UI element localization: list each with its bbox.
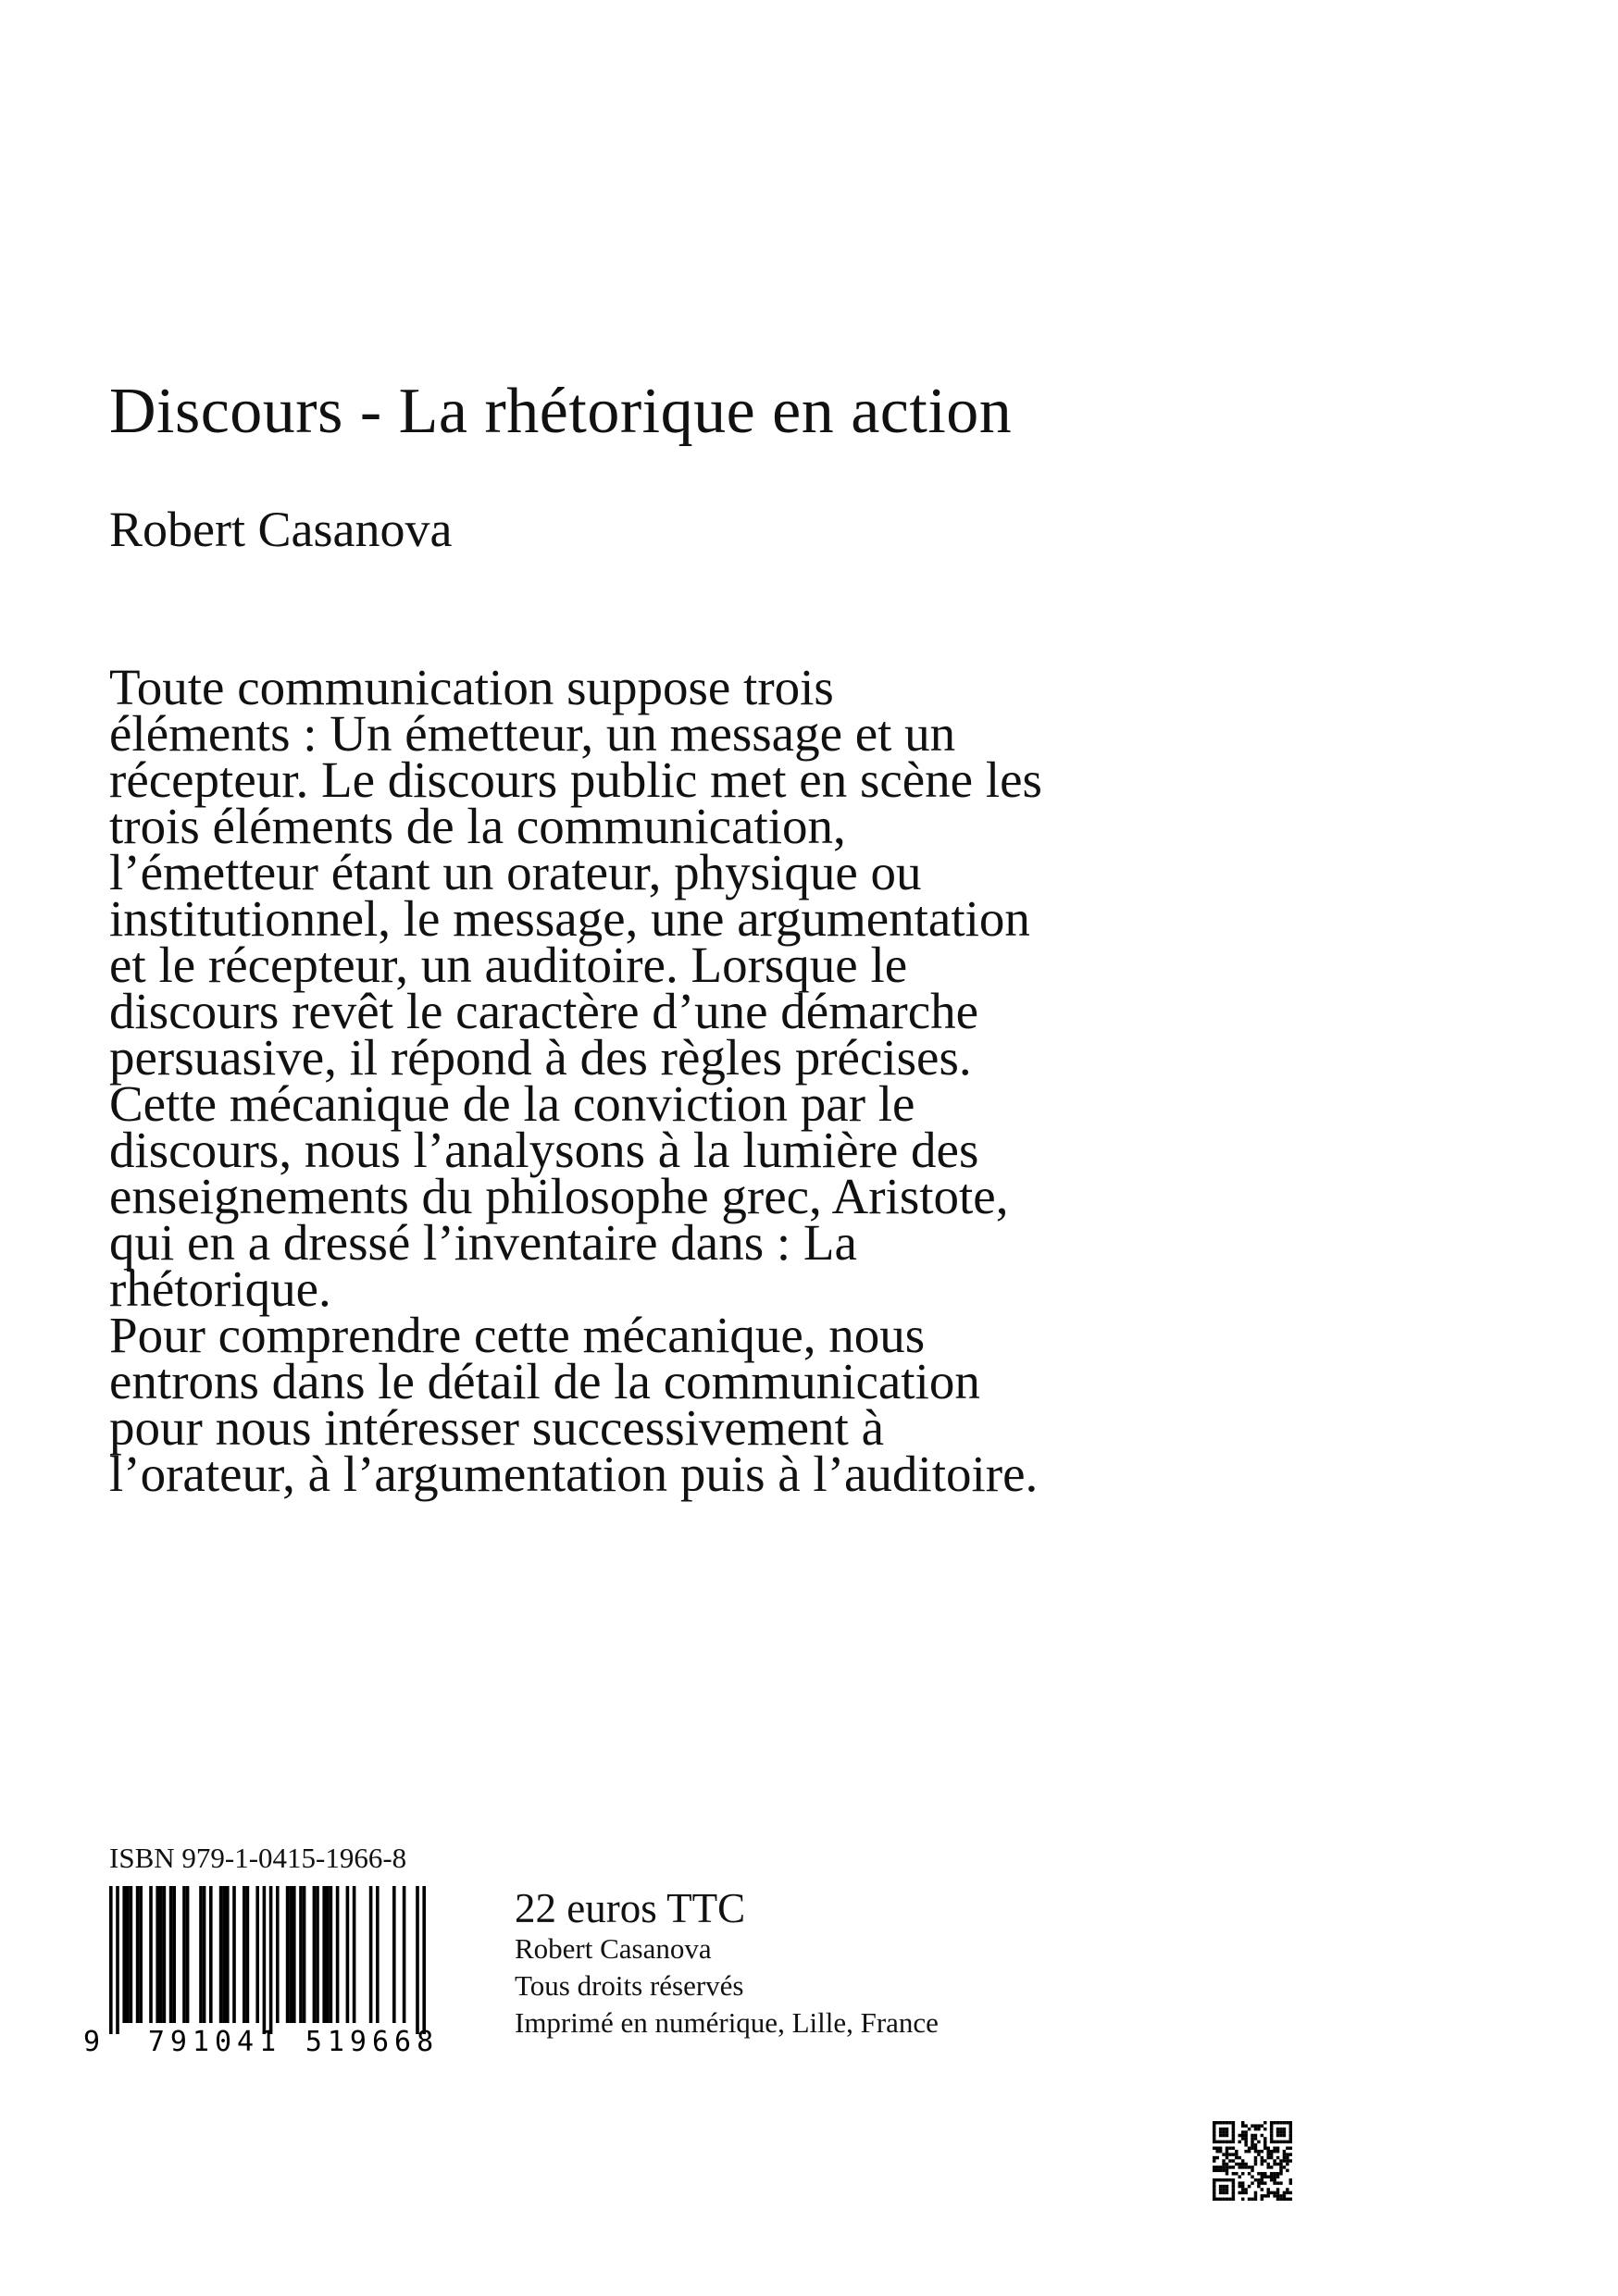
blurb-paragraph-1: Toute communication suppose trois éléments : Un émetteur, un message et un récepteur. Le discours public met en scène les trois éléments de la communication, l’émetteur étant un orateur, physique ou institutionnel, le message, une argumentation et le récepteur, un auditoire. Lorsque le discours revêt le caractère d’une démarche persuasive, il répond à des règles précises. Cette mécanique de la conviction par le discours, nous l’analysons à la lumière des enseignements du philosophe grec, Aristote, qui en a dressé l’inventaire dans : La rhétorique. — [109, 659, 1042, 1317]
barcode-bar — [156, 1886, 159, 2023]
barcode-bar — [326, 1886, 330, 2023]
barcode-bar — [336, 1886, 340, 2023]
rights-notice: Tous droits réservés — [515, 1969, 744, 2002]
barcode-bar — [316, 1886, 319, 2023]
barcode-bar — [353, 1886, 356, 2023]
barcode-bar — [222, 1886, 226, 2023]
barcode-bar — [130, 1886, 133, 2023]
barcode-bar — [172, 1886, 176, 2023]
barcode-bar — [255, 1886, 259, 2023]
barcode-bar — [136, 1886, 140, 2023]
barcode-bar — [376, 1886, 380, 2023]
barcode-bar — [246, 1886, 250, 2023]
back-cover-blurb — [109, 659, 1303, 1502]
isbn-barcode — [76, 1882, 455, 2058]
barcode-bar — [299, 1886, 303, 2023]
barcode-bar — [219, 1886, 223, 2023]
barcode-bar — [330, 1886, 333, 2023]
publisher-name: Robert Casanova — [515, 1932, 712, 1965]
barcode-left-digits: 791041 — [147, 2026, 282, 2058]
barcode-bar — [149, 1886, 153, 2023]
barcode-bar — [109, 1886, 113, 2034]
barcode-bar — [422, 1886, 426, 2034]
blurb-paragraph-2: Pour comprendre cette mécanique, nous entrons dans le détail de la communication pour nous intéresser successivement à l’orateur, à l’argumentation puis à l’auditoire. — [109, 1307, 1039, 1502]
printing-notice: Imprimé en numérique, Lille, France — [515, 2006, 939, 2039]
price: 22 euros TTC — [515, 1885, 746, 1931]
barcode-bar — [303, 1886, 306, 2023]
barcode-bar — [116, 1886, 119, 2034]
barcode-bar — [163, 1886, 167, 2023]
barcode-first-digit: 9 — [83, 2026, 101, 2058]
barcode-bar — [232, 1886, 236, 2023]
barcode-bar — [286, 1886, 290, 2023]
book-author: Robert Casanova — [109, 502, 453, 557]
barcode-bar — [292, 1886, 296, 2023]
barcode-bar — [289, 1886, 292, 2023]
barcode-bar — [269, 1886, 273, 2034]
barcode-bar — [243, 1886, 246, 2023]
barcode-bar — [313, 1886, 317, 2023]
qr-code — [1213, 2121, 1292, 2201]
barcode-bar — [276, 1886, 280, 2023]
barcode-bar — [122, 1886, 126, 2023]
barcode-bar — [169, 1886, 173, 2023]
barcode-bar — [186, 1886, 190, 2023]
barcode-bar — [263, 1886, 267, 2034]
barcode-bar — [199, 1886, 203, 2023]
barcode-bar — [369, 1886, 373, 2023]
barcode-bar — [416, 1886, 419, 2034]
barcode-bar — [392, 1886, 396, 2023]
barcode-bar — [203, 1886, 206, 2023]
barcode-bar — [182, 1886, 186, 2023]
barcode-bar — [346, 1886, 350, 2023]
barcode-bar — [322, 1886, 326, 2023]
isbn-label: ISBN 979-1-0415-1966-8 — [109, 1842, 407, 1874]
barcode-right-digits: 519668 — [305, 2026, 440, 2058]
barcode-bar — [139, 1886, 143, 2023]
barcode-bar — [159, 1886, 163, 2023]
barcode-bar — [209, 1886, 213, 2023]
barcode-bar — [403, 1886, 406, 2023]
barcode-bar — [126, 1886, 130, 2023]
barcode-bar — [226, 1886, 230, 2023]
book-title: Discours - La rhétorique en action — [109, 376, 1013, 447]
